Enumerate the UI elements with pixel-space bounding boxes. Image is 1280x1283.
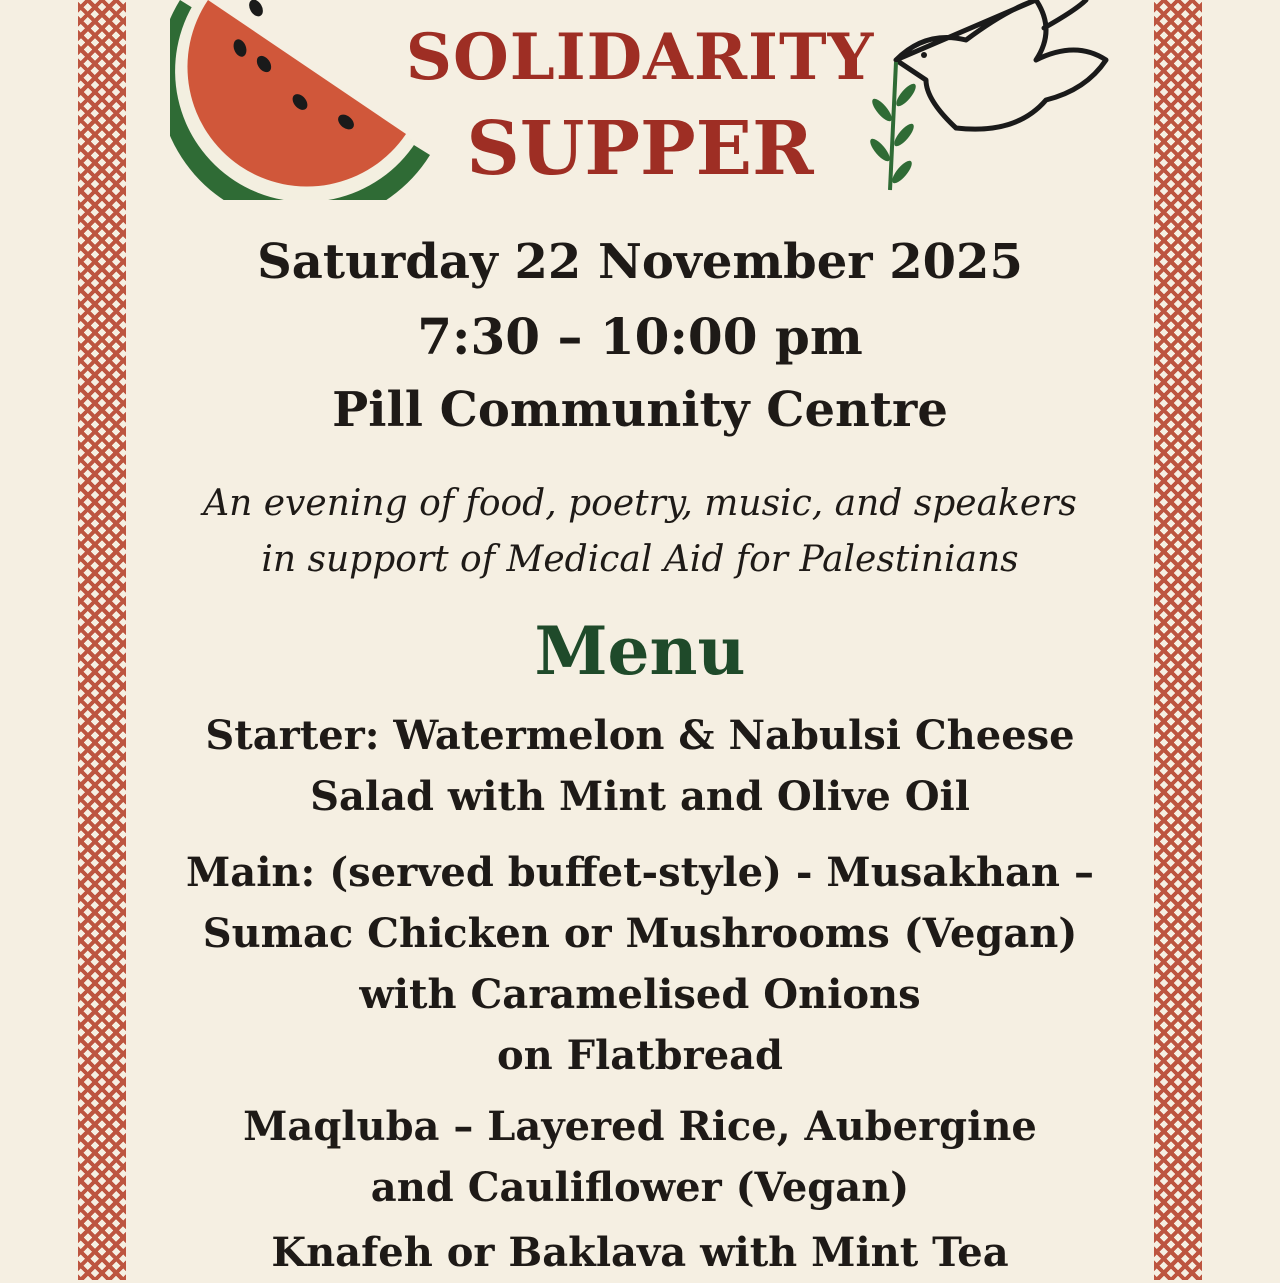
menu-line: Salad with Mint and Olive Oil <box>310 773 970 820</box>
menu-line: Sumac Chicken or Mushrooms (Vegan) <box>202 910 1078 957</box>
menu-maqluba <box>170 1096 1110 1218</box>
menu-line: Knafeh or Baklava with Mint Tea <box>271 1229 1009 1276</box>
title-line-2: SUPPER <box>466 106 814 192</box>
menu-main <box>170 842 1110 1086</box>
menu-line: Maqluba – Layered Rice, Aubergine <box>243 1103 1037 1150</box>
menu-dessert <box>170 1222 1110 1283</box>
event-date: Saturday 22 November 2025 <box>257 234 1023 290</box>
event-tagline <box>150 476 1130 588</box>
menu-line: and Cauliflower (Vegan) <box>370 1164 910 1211</box>
event-venue: Pill Community Centre <box>332 382 948 438</box>
tagline-line-1: An evening of food, poetry, music, and speakers <box>203 483 1077 524</box>
title-line-1: SOLIDARITY <box>405 20 875 95</box>
menu-starter <box>170 705 1110 827</box>
menu-line: with Caramelised Onions <box>359 971 921 1018</box>
event-time: 7:30 – 10:00 pm <box>417 307 863 366</box>
menu-line: Starter: Watermelon & Nabulsi Cheese <box>205 712 1075 759</box>
menu-line: Main: (served buffet-style) - Musakhan – <box>186 849 1094 896</box>
menu-heading: Menu <box>534 612 746 690</box>
tagline-line-2: in support of Medical Aid for Palestinians <box>261 538 1019 580</box>
embroidery-border-left <box>78 0 126 1280</box>
menu-line: on Flatbread <box>496 1032 784 1079</box>
embroidery-border-right <box>1154 0 1202 1280</box>
